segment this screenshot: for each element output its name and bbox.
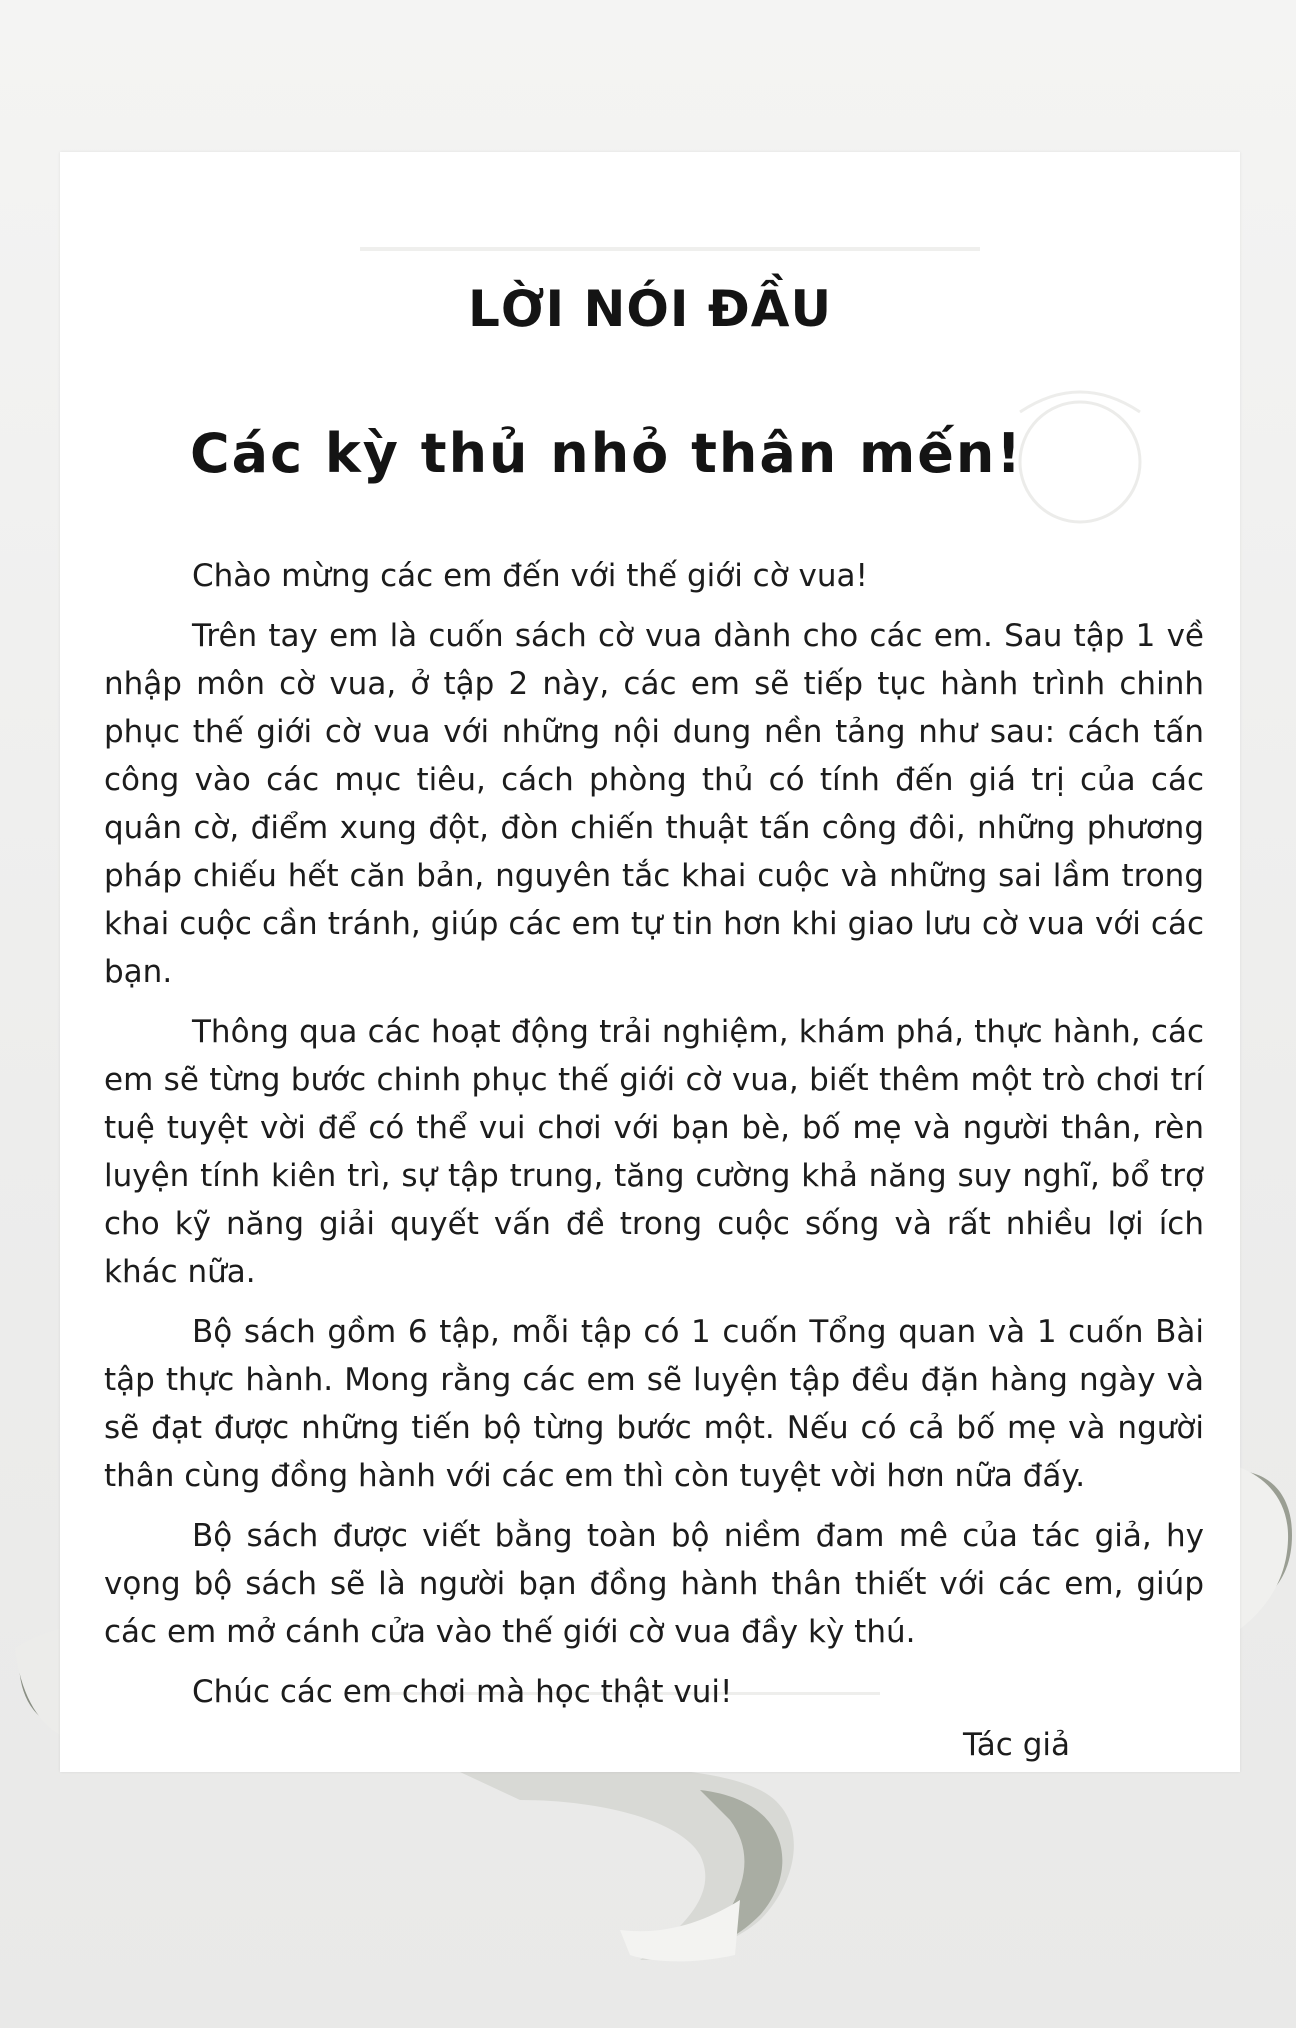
- greeting-heading: Các kỳ thủ nhỏ thân mến!: [190, 422, 1023, 485]
- paragraph: Chào mừng các em đến với thế giới cờ vua!: [192, 558, 868, 594]
- paragraph: Thông qua các hoạt động trải nghiệm, khám phá, thực hành, các em sẽ từng bước chinh phục thế giới cờ vua, biết thêm một trò chơi trí tuệ tuyệt vời để có thể vui chơi với bạn bè, bố mẹ và người thân, rèn luyện tính kiên trì, sự tập trung, tăng cường khả năng suy nghĩ, bổ trợ cho kỹ năng giải quyết vấn đề trong cuộc sống và rất nhiều lợi ích khác nữa.: [104, 1014, 1204, 1290]
- book-page: [60, 152, 1240, 1772]
- page-title: LỜI NÓI ĐẦU: [467, 280, 833, 338]
- paragraph: Bộ sách được viết bằng toàn bộ niềm đam mê của tác giả, hy vọng bộ sách sẽ là người bạn đồng hành thân thiết với các em, giúp các em mở cánh cửa vào thế giới cờ vua đầy kỳ thú.: [104, 1518, 1204, 1650]
- paragraph: Trên tay em là cuốn sách cờ vua dành cho các em. Sau tập 1 về nhập môn cờ vua, ở tập 2 này, các em sẽ tiếp tục hành trình chinh phục thế giới cờ vua với những nội dung nền tảng như sau: cách tấn công vào các mục tiêu, cách phòng thủ có tính đến giá trị của các quân cờ, điểm xung đột, đòn chiến thuật tấn công đôi, những phương pháp chiếu hết căn bản, nguyên tắc khai cuộc và những sai lầm trong khai cuộc cần tránh, giúp các em tự tin hơn khi giao lưu cờ vua với các bạn.: [104, 618, 1204, 990]
- preface-body: [104, 552, 1204, 1728]
- show-through-line: [360, 247, 980, 251]
- author-signature: Tác giả: [963, 1727, 1070, 1763]
- paragraph: Chúc các em chơi mà học thật vui!: [192, 1674, 733, 1710]
- paragraph: Bộ sách gồm 6 tập, mỗi tập có 1 cuốn Tổng quan và 1 cuốn Bài tập thực hành. Mong rằng các em sẽ luyện tập đều đặn hàng ngày và sẽ đạt được những tiến bộ từng bước một. Nếu có cả bố mẹ và người thân cùng đồng hành với các em thì còn tuyệt vời hơn nữa đấy.: [104, 1314, 1204, 1494]
